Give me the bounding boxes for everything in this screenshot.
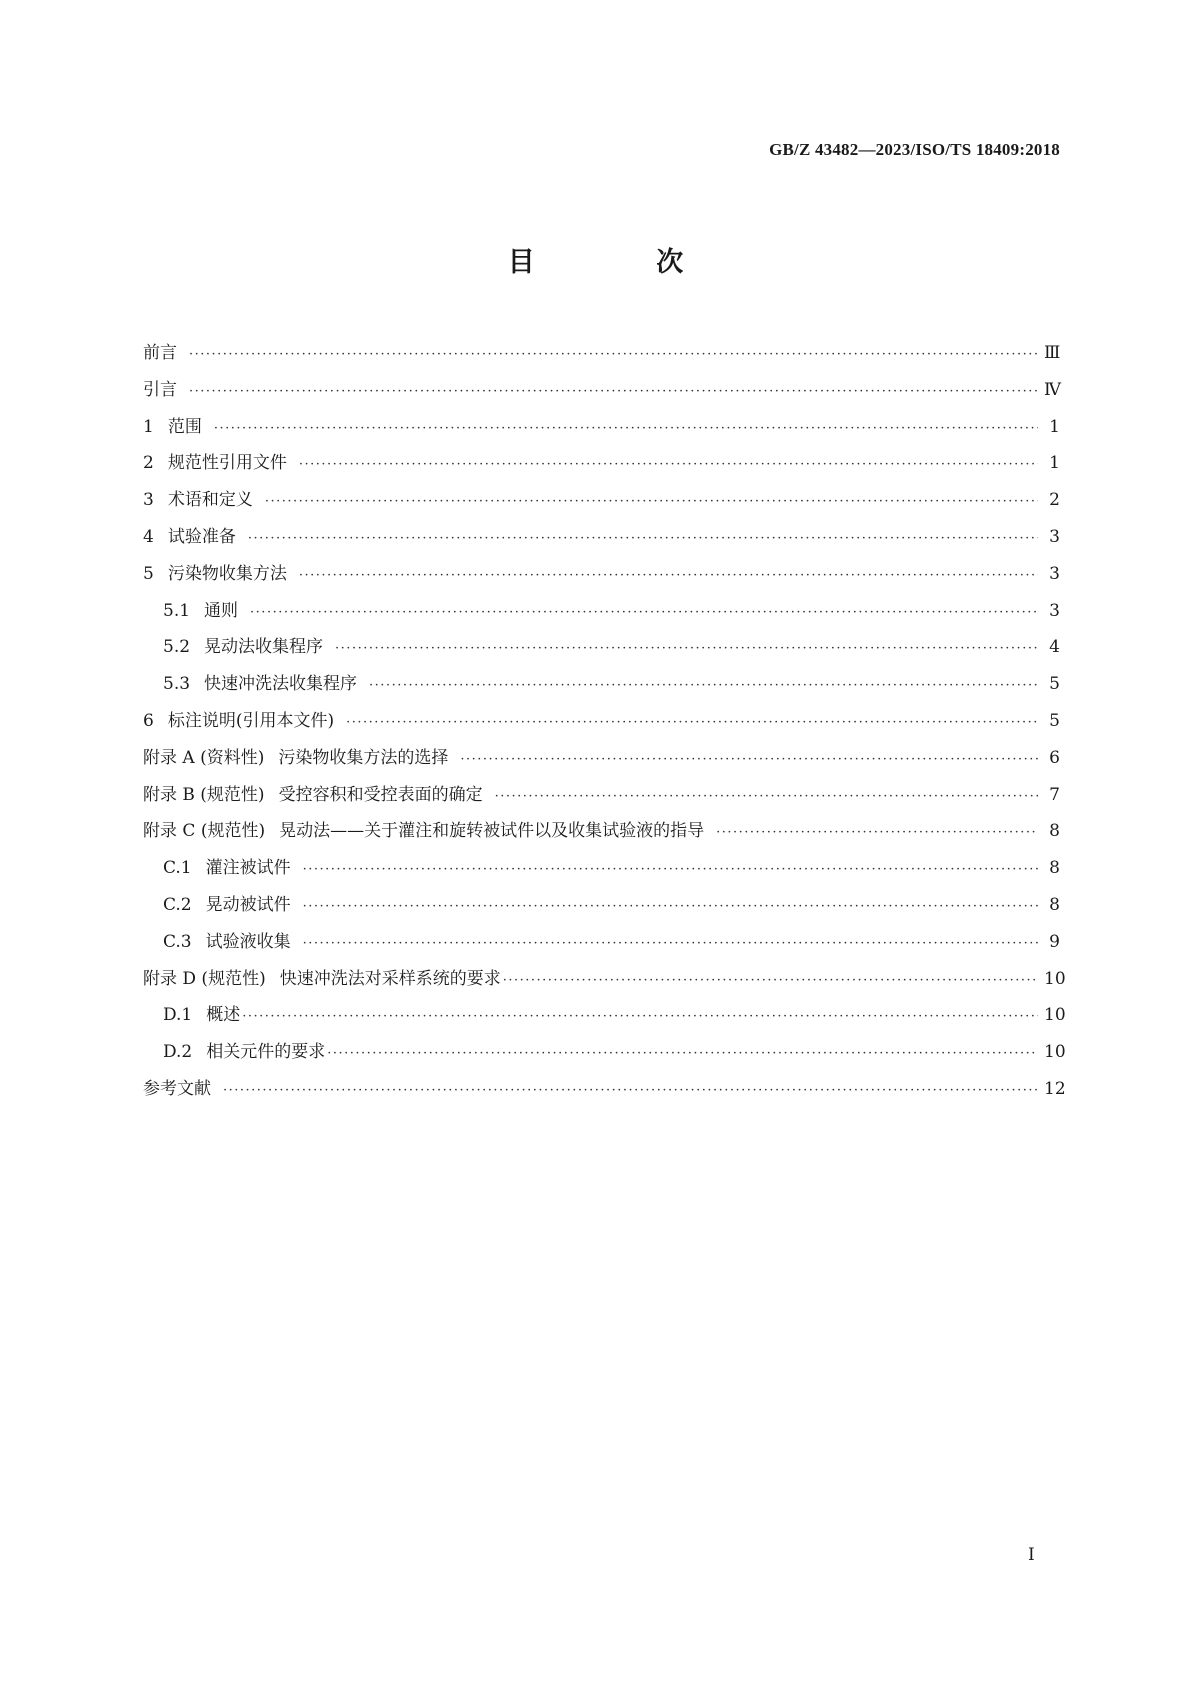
toc-entry-label: 晃动法——关于灌注和旋转被试件以及收集试验液的指导 — [279, 821, 705, 842]
dot-leader — [303, 899, 1038, 914]
dot-leader — [503, 973, 1038, 988]
dot-leader — [248, 531, 1038, 546]
toc-entry-c-3[interactable] — [143, 927, 1060, 964]
toc-page-number: 8 — [1049, 858, 1060, 879]
toc-page-number: 1 — [1049, 416, 1060, 437]
dot-leader — [327, 1046, 1038, 1061]
toc-entry-label: 试验液收集 — [205, 931, 291, 952]
toc-entry-c-2[interactable] — [143, 890, 1060, 927]
toc-entry-5[interactable] — [143, 559, 1060, 596]
toc-entry-label: 范围 — [167, 416, 202, 437]
toc-page-number: 10 — [1044, 1042, 1066, 1063]
toc-entry-number: C.1 — [163, 858, 192, 879]
toc-page-number: 3 — [1049, 600, 1060, 621]
dot-leader — [189, 347, 1038, 362]
toc-entry-3[interactable] — [143, 485, 1060, 522]
toc-entry-label: 规范性引用文件 — [167, 453, 287, 474]
toc-entry-annex-c[interactable] — [143, 816, 1060, 853]
toc-entry-foreword[interactable] — [143, 338, 1060, 375]
toc-page-number: 4 — [1049, 637, 1060, 658]
toc-page-number: 10 — [1044, 968, 1066, 989]
toc-entry-annex-d[interactable] — [143, 964, 1066, 1001]
toc-entry-label: 参考文献 — [143, 1078, 211, 1099]
page-title: 目 次 — [507, 247, 740, 278]
toc-page-number: 1 — [1049, 453, 1060, 474]
toc-entry-number: 附录 B (规范性) — [143, 784, 265, 805]
dot-leader — [495, 789, 1038, 804]
toc-entry-label: 污染物收集方法 — [167, 563, 287, 584]
toc-page-number: 5 — [1049, 674, 1060, 695]
toc-entry-label: 前言 — [143, 343, 177, 363]
toc-page-number: 2 — [1049, 490, 1060, 511]
toc-entry-number: 5.1 — [163, 600, 191, 621]
standard-code: GB/Z 43482—2023/ISO/TS 18409:2018 — [769, 140, 1060, 159]
toc-page-number: 8 — [1049, 894, 1060, 915]
toc-entry-number: 5.3 — [163, 674, 191, 695]
toc-entry-label: 通则 — [204, 600, 239, 621]
toc-entry-number: 6 — [143, 710, 154, 731]
toc-entry-label: 晃动被试件 — [205, 894, 291, 915]
dot-leader — [299, 568, 1038, 583]
table-of-contents — [143, 338, 1066, 1111]
toc-page-number: 5 — [1049, 710, 1060, 731]
toc-entry-label: 快速冲洗法对采样系统的要求 — [279, 968, 501, 989]
toc-entry-number: 5 — [143, 563, 154, 584]
toc-entry-number: 5.2 — [163, 637, 191, 658]
dot-leader — [299, 457, 1038, 472]
toc-page-number: 9 — [1049, 931, 1060, 952]
toc-page-number: Ⅳ — [1044, 379, 1061, 400]
toc-entry-label: 引言 — [143, 379, 177, 400]
toc-entry-4[interactable] — [143, 522, 1060, 559]
toc-page-number: 3 — [1049, 563, 1060, 584]
toc-page-number: 6 — [1049, 747, 1060, 768]
dot-leader — [303, 936, 1038, 951]
toc-entry-annex-b[interactable] — [143, 780, 1060, 817]
toc-entry-label: 标注说明(引用本文件) — [167, 710, 335, 731]
toc-entry-d-2[interactable] — [143, 1037, 1066, 1074]
toc-entry-number: 附录 A (资料性) — [143, 747, 265, 768]
dot-leader — [242, 1009, 1038, 1024]
toc-entry-number: C.2 — [163, 894, 192, 915]
toc-page-number: 7 — [1049, 784, 1060, 805]
toc-page-number: 12 — [1044, 1078, 1066, 1099]
toc-entry-6[interactable] — [143, 706, 1060, 743]
dot-leader — [250, 605, 1038, 620]
toc-entry-annex-a[interactable] — [143, 743, 1060, 780]
toc-entry-bibliography[interactable] — [143, 1074, 1066, 1111]
toc-entry-d-1[interactable] — [143, 1000, 1066, 1037]
toc-entry-5-1[interactable] — [143, 596, 1060, 633]
toc-entry-number: 4 — [143, 526, 154, 547]
toc-entry-label: 快速冲洗法收集程序 — [204, 674, 358, 695]
toc-entry-label: 术语和定义 — [167, 490, 253, 511]
toc-entry-label: 相关元件的要求 — [206, 1042, 326, 1063]
toc-entry-label: 概述 — [206, 1005, 241, 1026]
dot-leader — [265, 494, 1038, 509]
dot-leader — [223, 1083, 1038, 1098]
toc-entry-number: 3 — [143, 490, 154, 511]
toc-page-number: 8 — [1049, 821, 1060, 842]
toc-entry-number: 附录 C (规范性) — [143, 821, 266, 842]
toc-entry-number: D.2 — [163, 1042, 193, 1063]
dot-leader — [716, 825, 1038, 840]
toc-entry-label: 污染物收集方法的选择 — [278, 747, 449, 768]
dot-leader — [346, 715, 1038, 730]
toc-page-number: 10 — [1044, 1005, 1066, 1026]
toc-entry-5-3[interactable] — [143, 669, 1060, 706]
toc-entry-number: D.1 — [163, 1005, 193, 1026]
toc-entry-label: 灌注被试件 — [205, 858, 291, 879]
toc-page-number: Ⅲ — [1044, 343, 1061, 363]
toc-entry-1[interactable] — [143, 412, 1060, 449]
toc-entry-number: C.3 — [163, 931, 192, 952]
dot-leader — [214, 421, 1038, 436]
toc-entry-2[interactable] — [143, 448, 1060, 485]
dot-leader — [369, 678, 1038, 693]
dot-leader — [189, 384, 1038, 399]
toc-entry-number: 附录 D (规范性) — [143, 968, 266, 989]
dot-leader — [303, 862, 1038, 877]
toc-entry-c-1[interactable] — [143, 853, 1060, 890]
toc-entry-label: 试验准备 — [167, 526, 236, 547]
toc-entry-label: 受控容积和受控表面的确定 — [278, 784, 483, 805]
page-folio: Ⅰ — [1028, 1545, 1035, 1565]
toc-entry-number: 1 — [143, 416, 154, 437]
toc-entry-number: 2 — [143, 453, 154, 474]
toc-page-number: 3 — [1049, 526, 1060, 547]
toc-entry-5-2[interactable] — [143, 632, 1060, 669]
dot-leader — [460, 752, 1038, 767]
dot-leader — [335, 641, 1038, 656]
toc-entry-label: 晃动法收集程序 — [204, 637, 324, 658]
toc-entry-introduction[interactable] — [143, 375, 1060, 412]
